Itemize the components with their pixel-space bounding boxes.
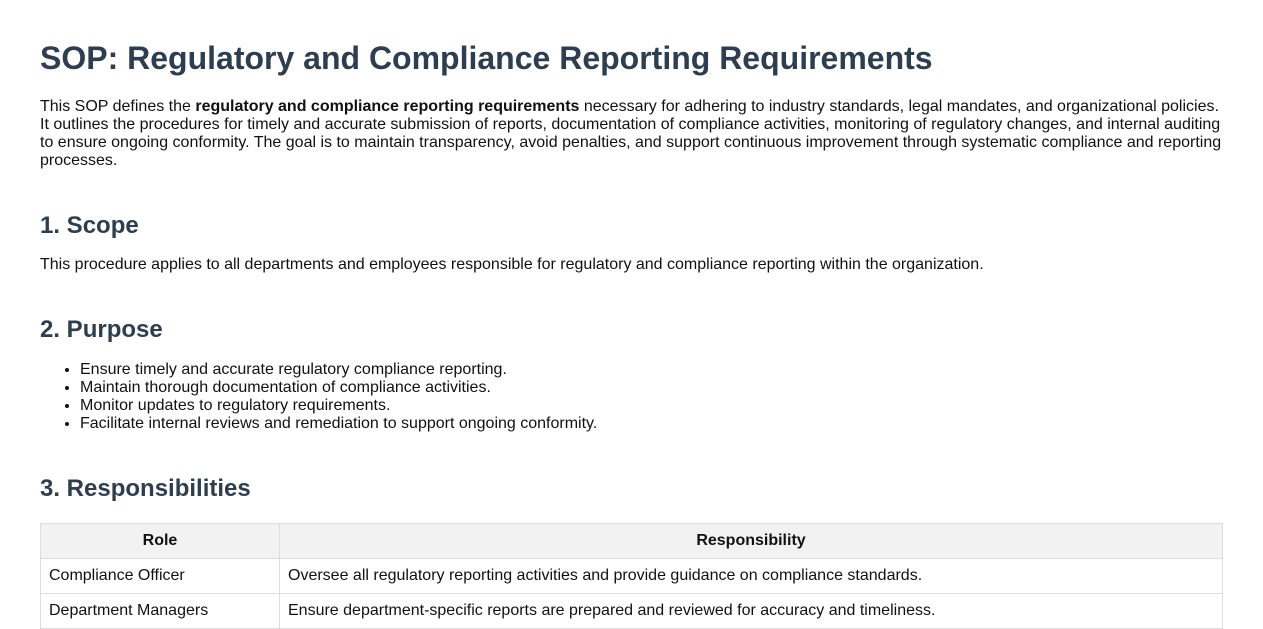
role-cell: Compliance Officer <box>41 559 280 594</box>
intro-suffix: necessary for adhering to industry standards, legal mandates, and organizational policies. It outlines the procedures for timely and accurate submission of reports, documentation of compliance activities, monitoring of regulatory changes, and internal auditing to ensure ongoing conformity. The goal is to maintain transparency, avoid penalties, and support continuous improvement through systematic compliance and reporting processes. <box>40 98 1222 169</box>
purpose-item: • Maintain thorough documentation of compliance activities. <box>80 379 1223 397</box>
purpose-list <box>40 361 1223 433</box>
responsibilities-heading: 3. Responsibilities <box>40 475 251 502</box>
purpose-item: • Monitor updates to regulatory requirements. <box>80 397 1223 415</box>
page-title: SOP: Regulatory and Compliance Reporting Requirements <box>40 40 933 76</box>
table-row <box>41 559 1223 594</box>
responsibility-cell: Ensure department-specific reports are prepared and reviewed for accuracy and timeliness. <box>280 594 1223 629</box>
purpose-item: • Facilitate internal reviews and remediation to support ongoing conformity. <box>80 415 1223 433</box>
responsibility-cell: Oversee all regulatory reporting activities and provide guidance on compliance standards. <box>280 559 1223 594</box>
intro-bold: regulatory and compliance reporting requirements <box>195 98 580 115</box>
role-cell: Department Managers <box>41 594 280 629</box>
responsibilities-table <box>40 523 1223 629</box>
table-row <box>41 594 1223 629</box>
column-header-responsibility: Responsibility <box>280 524 1223 559</box>
purpose-item: • Ensure timely and accurate regulatory compliance reporting. <box>80 361 1223 379</box>
column-header-role: Role <box>41 524 280 559</box>
intro-prefix: This SOP defines the <box>40 98 196 115</box>
intro-paragraph <box>40 98 1223 170</box>
purpose-heading: 2. Purpose <box>40 316 163 343</box>
scope-text: This procedure applies to all departments and employees responsible for regulatory and compliance reporting within the organization. <box>40 256 984 273</box>
scope-heading: 1. Scope <box>40 212 139 239</box>
table-header-row <box>41 524 1223 559</box>
